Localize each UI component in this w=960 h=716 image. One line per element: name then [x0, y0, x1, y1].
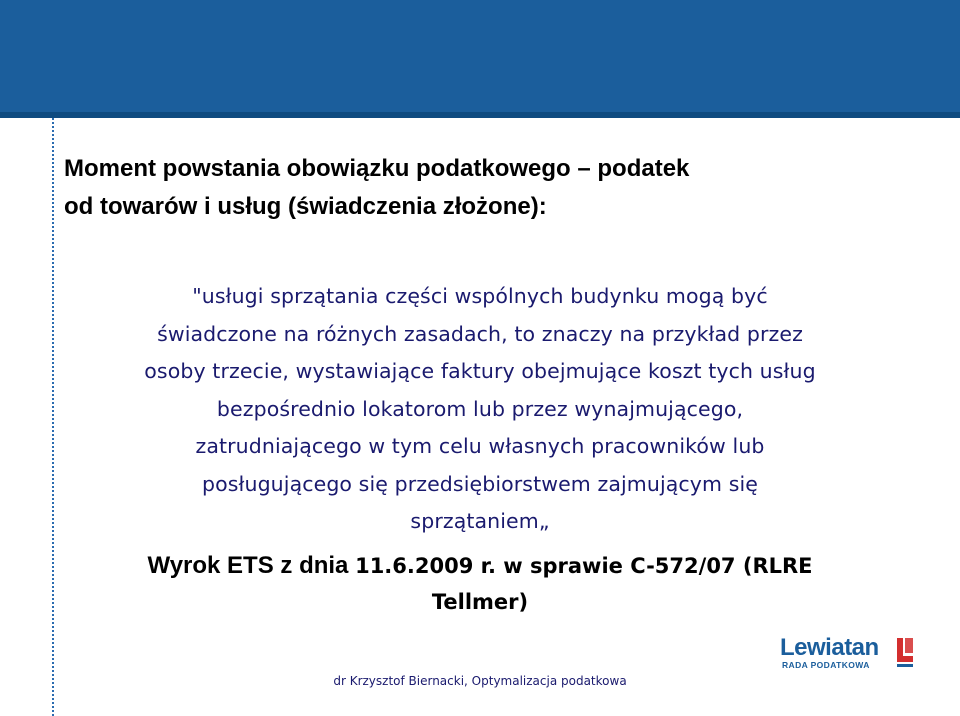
ruling-case: 11.6.2009 r. w sprawie C-572/07 (RLRE — [355, 554, 813, 578]
lewiatan-logo — [780, 636, 916, 670]
footer-author: dr Krzysztof Biernacki, Optymalizacja podatkowa — [333, 674, 627, 688]
quote-line: "usługi sprzątania części wspólnych budynku mogą być — [192, 284, 768, 308]
ruling-citation — [60, 548, 900, 620]
slide-title-line-2: od towarów i usług (świadczenia złożone): — [64, 193, 547, 220]
logo-subtitle: RADA PODATKOWA — [782, 660, 870, 670]
logo-mark-icon — [894, 636, 916, 668]
quote-line: świadczone na różnych zasadach, to znaczy na przykład przez — [157, 321, 803, 346]
quote-line: posługującego się przedsiębiorstwem zajmującym się — [202, 471, 758, 496]
ruling-court: Wyrok ETS z dnia — [147, 552, 356, 579]
quote-line: sprzątaniem„ — [410, 509, 550, 533]
dotted-divider — [52, 118, 54, 716]
slide-title-line-1: Moment powstania obowiązku podatkowego – podatek — [64, 155, 690, 182]
logo-name: Lewiatan — [780, 634, 879, 661]
slide-title — [64, 150, 924, 226]
ruling-line-2: Tellmer) — [431, 590, 529, 614]
ruling-line-1 — [60, 548, 900, 584]
header-band — [0, 0, 960, 118]
quote-line: zatrudniającego w tym celu własnych pracowników lub — [195, 434, 765, 458]
quote-block — [60, 278, 900, 541]
quote-line: bezpośrednio lokatorom lub przez wynajmującego, — [216, 396, 744, 421]
quote-line: osoby trzecie, wystawiające faktury obejmujące koszt tych usług — [144, 359, 816, 383]
